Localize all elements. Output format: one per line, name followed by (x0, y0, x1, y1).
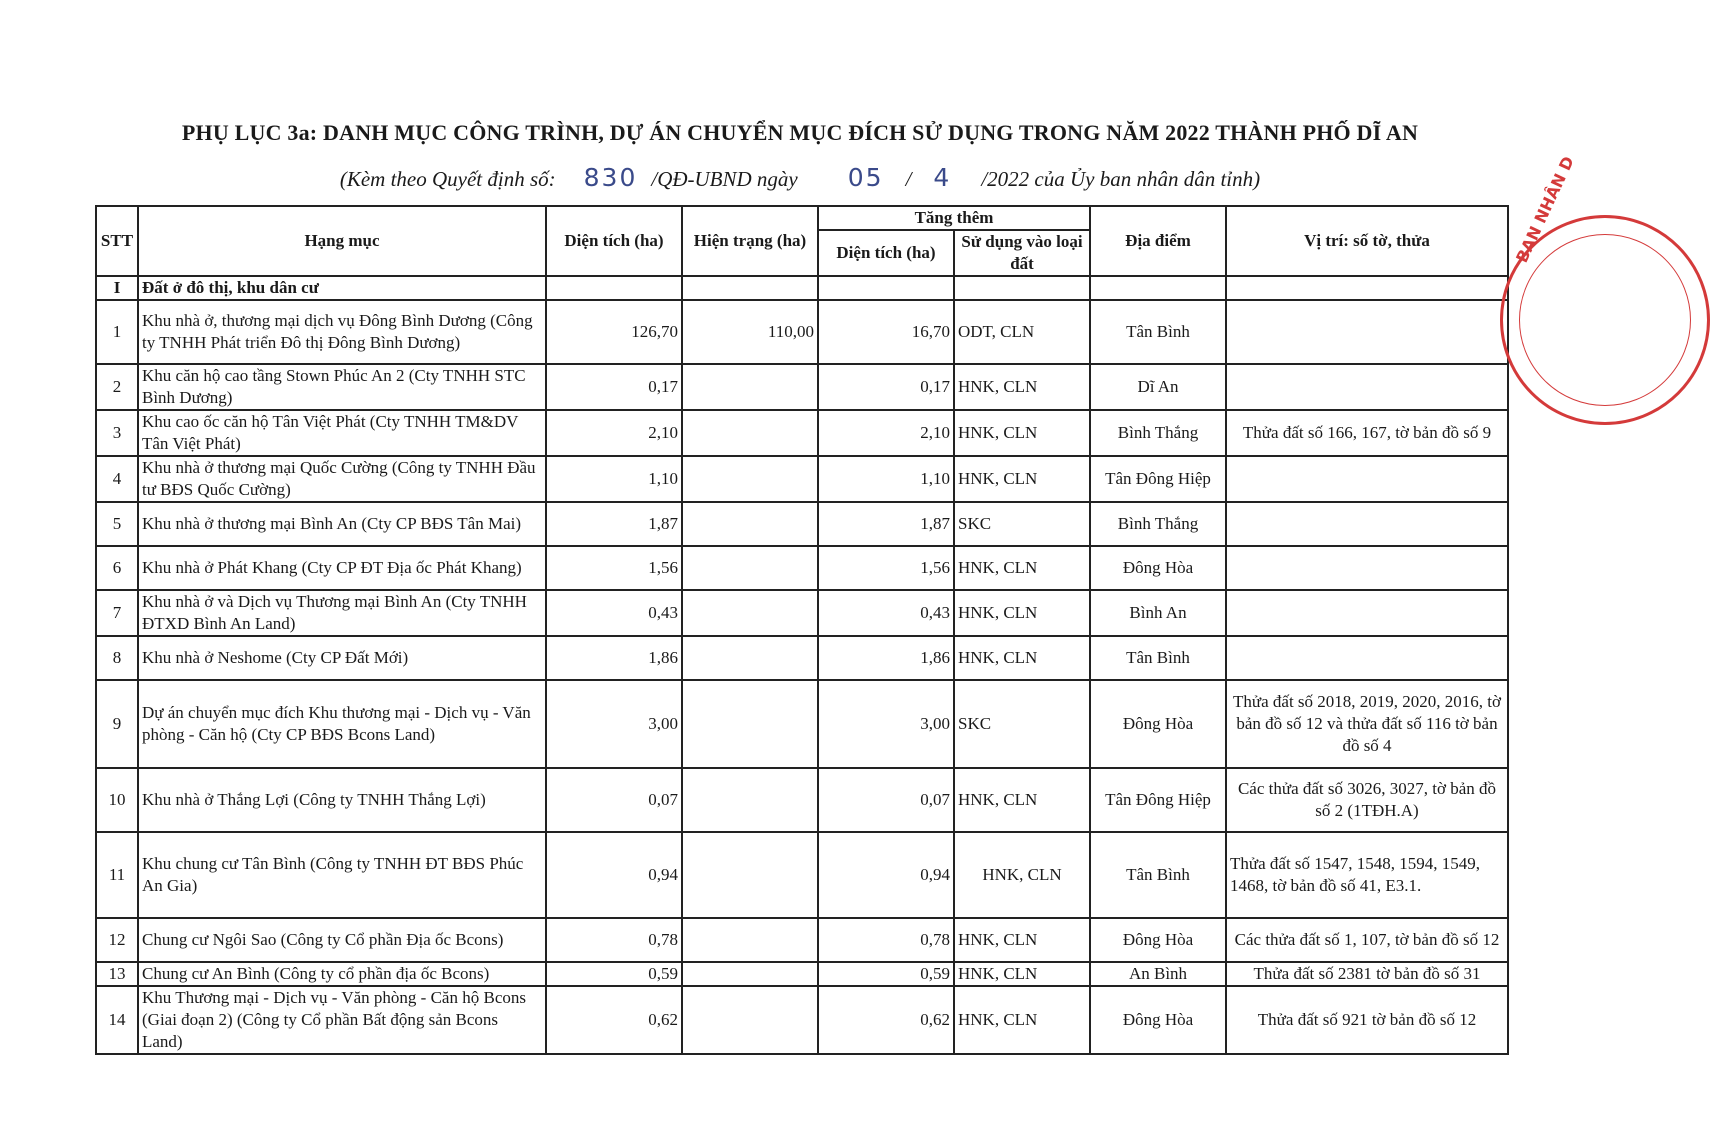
cell-position: Các thửa đất số 3026, 3027, tờ bản đồ số 2 (1TĐH.A) (1226, 768, 1508, 832)
header-added-area: Diện tích (ha) (818, 230, 954, 276)
cell-stt: 11 (96, 832, 138, 918)
cell-item: Khu nhà ở và Dịch vụ Thương mại Bình An (Cty TNHH ĐTXD Bình An Land) (138, 590, 546, 636)
subtitle-mid: /QĐ-UBND ngày (651, 167, 798, 191)
cell-area: 0,43 (546, 590, 682, 636)
cell-land: HNK, CLN (954, 768, 1090, 832)
cell-current (682, 456, 818, 502)
cell-location: Đông Hòa (1090, 918, 1226, 962)
table-row (96, 832, 1508, 918)
cell-land: HNK, CLN (954, 590, 1090, 636)
subtitle-suffix: /2022 của Ủy ban nhân dân tỉnh) (981, 167, 1261, 191)
cell-location: Tân Bình (1090, 832, 1226, 918)
cell-current: 110,00 (682, 300, 818, 364)
table-row (96, 590, 1508, 636)
cell-item: Khu nhà ở Phát Khang (Cty CP ĐT Địa ốc Phát Khang) (138, 546, 546, 590)
cell-added: 1,87 (818, 502, 954, 546)
cell-location: Đông Hòa (1090, 986, 1226, 1054)
section-row (96, 276, 1508, 300)
cell-added: 1,86 (818, 636, 954, 680)
cell-stt: 5 (96, 502, 138, 546)
cell-position (1226, 636, 1508, 680)
cell-stt: 13 (96, 962, 138, 986)
handwritten-decision-number: 830 (583, 163, 638, 192)
cell-added: 0,59 (818, 962, 954, 986)
cell-added: 3,00 (818, 680, 954, 768)
cell-position (1226, 364, 1508, 410)
cell-current (682, 364, 818, 410)
cell-item: Dự án chuyển mục đích Khu thương mại - Dịch vụ - Văn phòng - Căn hộ (Cty CP BĐS Bcons Land) (138, 680, 546, 768)
cell-added: 0,94 (818, 832, 954, 918)
header-position: Vị trí: số tờ, thửa (1226, 206, 1508, 276)
handwritten-month: 4 (933, 163, 952, 192)
cell-item: Khu nhà ở thương mại Quốc Cường (Công ty TNHH Đầu tư BĐS Quốc Cường) (138, 456, 546, 502)
cell-stt: 6 (96, 546, 138, 590)
cell-area: 1,10 (546, 456, 682, 502)
cell-area: 0,17 (546, 364, 682, 410)
cell-area: 1,56 (546, 546, 682, 590)
cell-location: Tân Bình (1090, 300, 1226, 364)
handwritten-day: 05 (847, 163, 884, 192)
cell-added: 2,10 (818, 410, 954, 456)
table-row (96, 456, 1508, 502)
cell-land: HNK, CLN (954, 636, 1090, 680)
table-row (96, 502, 1508, 546)
cell-position (1226, 546, 1508, 590)
page-title: PHỤ LỤC 3a: DANH MỤC CÔNG TRÌNH, DỰ ÁN CHUYỂN MỤC ĐÍCH SỬ DỤNG TRONG NĂM 2022 THÀNH PHỐ DĨ AN (181, 120, 1419, 145)
cell-added: 0,07 (818, 768, 954, 832)
table-row (96, 986, 1508, 1054)
cell-location: Bình An (1090, 590, 1226, 636)
cell-item: Chung cư Ngôi Sao (Công ty Cổ phần Địa ốc Bcons) (138, 918, 546, 962)
cell-item: Khu nhà ở, thương mại dịch vụ Đông Bình Dương (Công ty TNHH Phát triển Đô thị Đông Bình Dương) (138, 300, 546, 364)
cell-current (682, 590, 818, 636)
cell-stt: 2 (96, 364, 138, 410)
cell-position (1226, 590, 1508, 636)
cell-land: HNK, CLN (954, 456, 1090, 502)
table-row (96, 300, 1508, 364)
cell-location: An Bình (1090, 962, 1226, 986)
cell-item: Khu chung cư Tân Bình (Công ty TNHH ĐT BĐS Phúc An Gia) (138, 832, 546, 918)
table-row (96, 962, 1508, 986)
cell-current (682, 832, 818, 918)
cell-land: HNK, CLN (954, 962, 1090, 986)
cell-item: Chung cư An Bình (Công ty cổ phần địa ốc Bcons) (138, 962, 546, 986)
cell-stt: 10 (96, 768, 138, 832)
seal-inner-ring (1519, 234, 1691, 406)
cell-stt: 9 (96, 680, 138, 768)
header-current: Hiện trạng (ha) (682, 206, 818, 276)
cell-position: Thửa đất số 1547, 1548, 1594, 1549, 1468, tờ bản đồ số 41, E3.1. (1226, 832, 1508, 918)
cell-added: 0,43 (818, 590, 954, 636)
cell-land: ODT, CLN (954, 300, 1090, 364)
cell-area: 0,59 (546, 962, 682, 986)
header-stt: STT (96, 206, 138, 276)
header-area: Diện tích (ha) (546, 206, 682, 276)
cell-position: Thửa đất số 2381 tờ bản đồ số 31 (1226, 962, 1508, 986)
cell-added: 0,17 (818, 364, 954, 410)
cell-current (682, 410, 818, 456)
cell-area: 0,94 (546, 832, 682, 918)
cell-stt: 3 (96, 410, 138, 456)
table-row (96, 768, 1508, 832)
table-row (96, 680, 1508, 768)
cell-area: 1,87 (546, 502, 682, 546)
cell-area: 0,07 (546, 768, 682, 832)
cell-current (682, 962, 818, 986)
cell-position: Thửa đất số 166, 167, tờ bản đồ số 9 (1226, 410, 1508, 456)
cell-land: HNK, CLN (954, 364, 1090, 410)
cell-area: 0,78 (546, 918, 682, 962)
cell-stt: 4 (96, 456, 138, 502)
cell-location: Đông Hòa (1090, 680, 1226, 768)
cell-location: Tân Đông Hiệp (1090, 456, 1226, 502)
cell-stt: 8 (96, 636, 138, 680)
cell-current (682, 636, 818, 680)
cell-added: 0,62 (818, 986, 954, 1054)
cell-area: 126,70 (546, 300, 682, 364)
cell-position (1226, 456, 1508, 502)
cell-added: 0,78 (818, 918, 954, 962)
subtitle-prefix: (Kèm theo Quyết định số: (339, 167, 556, 191)
cell-item: Khu nhà ở Thắng Lợi (Công ty TNHH Thắng Lợi) (138, 768, 546, 832)
header-land-use: Sử dụng vào loại đất (954, 230, 1090, 276)
cell-stt: 7 (96, 590, 138, 636)
cell-item: Khu căn hộ cao tầng Stown Phúc An 2 (Cty TNHH STC Bình Dương) (138, 364, 546, 410)
cell-item: Khu nhà ở Neshome (Cty CP Đất Mới) (138, 636, 546, 680)
cell-item: Khu Thương mại - Dịch vụ - Văn phòng - Căn hộ Bcons (Giai đoạn 2) (Công ty Cổ phần Bất động sản Bcons Land) (138, 986, 546, 1054)
table-row (96, 918, 1508, 962)
cell-location: Bình Thắng (1090, 502, 1226, 546)
cell-stt: 12 (96, 918, 138, 962)
cell-item: Khu nhà ở thương mại Bình An (Cty CP BĐS Tân Mai) (138, 502, 546, 546)
cell-location: Bình Thắng (1090, 410, 1226, 456)
cell-area: 1,86 (546, 636, 682, 680)
cell-land: HNK, CLN (954, 918, 1090, 962)
cell-current (682, 546, 818, 590)
cell-stt: 1 (96, 300, 138, 364)
cell-location: Dĩ An (1090, 364, 1226, 410)
cell-added: 16,70 (818, 300, 954, 364)
cell-current (682, 918, 818, 962)
cell-item: Khu cao ốc căn hộ Tân Việt Phát (Cty TNHH TM&DV Tân Việt Phát) (138, 410, 546, 456)
cell-land: SKC (954, 680, 1090, 768)
cell-location: Đông Hòa (1090, 546, 1226, 590)
cell-current (682, 986, 818, 1054)
cell-added: 1,56 (818, 546, 954, 590)
cell-land: HNK, CLN (954, 986, 1090, 1054)
cell-area: 3,00 (546, 680, 682, 768)
decision-reference (0, 163, 1600, 192)
table-row (96, 410, 1508, 456)
cell-position (1226, 502, 1508, 546)
cell-position: Thửa đất số 921 tờ bản đồ số 12 (1226, 986, 1508, 1054)
table-row (96, 364, 1508, 410)
cell-added: 1,10 (818, 456, 954, 502)
cell-current (682, 680, 818, 768)
cell-position (1226, 300, 1508, 364)
cell-land: SKC (954, 502, 1090, 546)
seal-text: BAN NHÂN D (1512, 153, 1578, 266)
project-table (95, 205, 1509, 1055)
cell-area: 2,10 (546, 410, 682, 456)
cell-current (682, 768, 818, 832)
section-label: Đất ở đô thị, khu dân cư (138, 276, 546, 300)
cell-position: Các thửa đất số 1, 107, tờ bản đồ số 12 (1226, 918, 1508, 962)
cell-current (682, 502, 818, 546)
cell-stt: 14 (96, 986, 138, 1054)
cell-land: HNK, CLN (954, 832, 1090, 918)
header-added: Tăng thêm (818, 206, 1090, 230)
cell-land: HNK, CLN (954, 410, 1090, 456)
table-row (96, 546, 1508, 590)
subtitle-separator: / (905, 167, 912, 191)
header-item: Hạng mục (138, 206, 546, 276)
section-number: I (96, 276, 138, 300)
cell-position: Thửa đất số 2018, 2019, 2020, 2016, tờ bản đồ số 12 và thửa đất số 116 tờ bản đồ số 4 (1226, 680, 1508, 768)
cell-area: 0,62 (546, 986, 682, 1054)
red-seal-stamp (1500, 153, 1710, 425)
cell-land: HNK, CLN (954, 546, 1090, 590)
header-location: Địa điểm (1090, 206, 1226, 276)
cell-location: Tân Bình (1090, 636, 1226, 680)
table-row (96, 636, 1508, 680)
cell-location: Tân Đông Hiệp (1090, 768, 1226, 832)
